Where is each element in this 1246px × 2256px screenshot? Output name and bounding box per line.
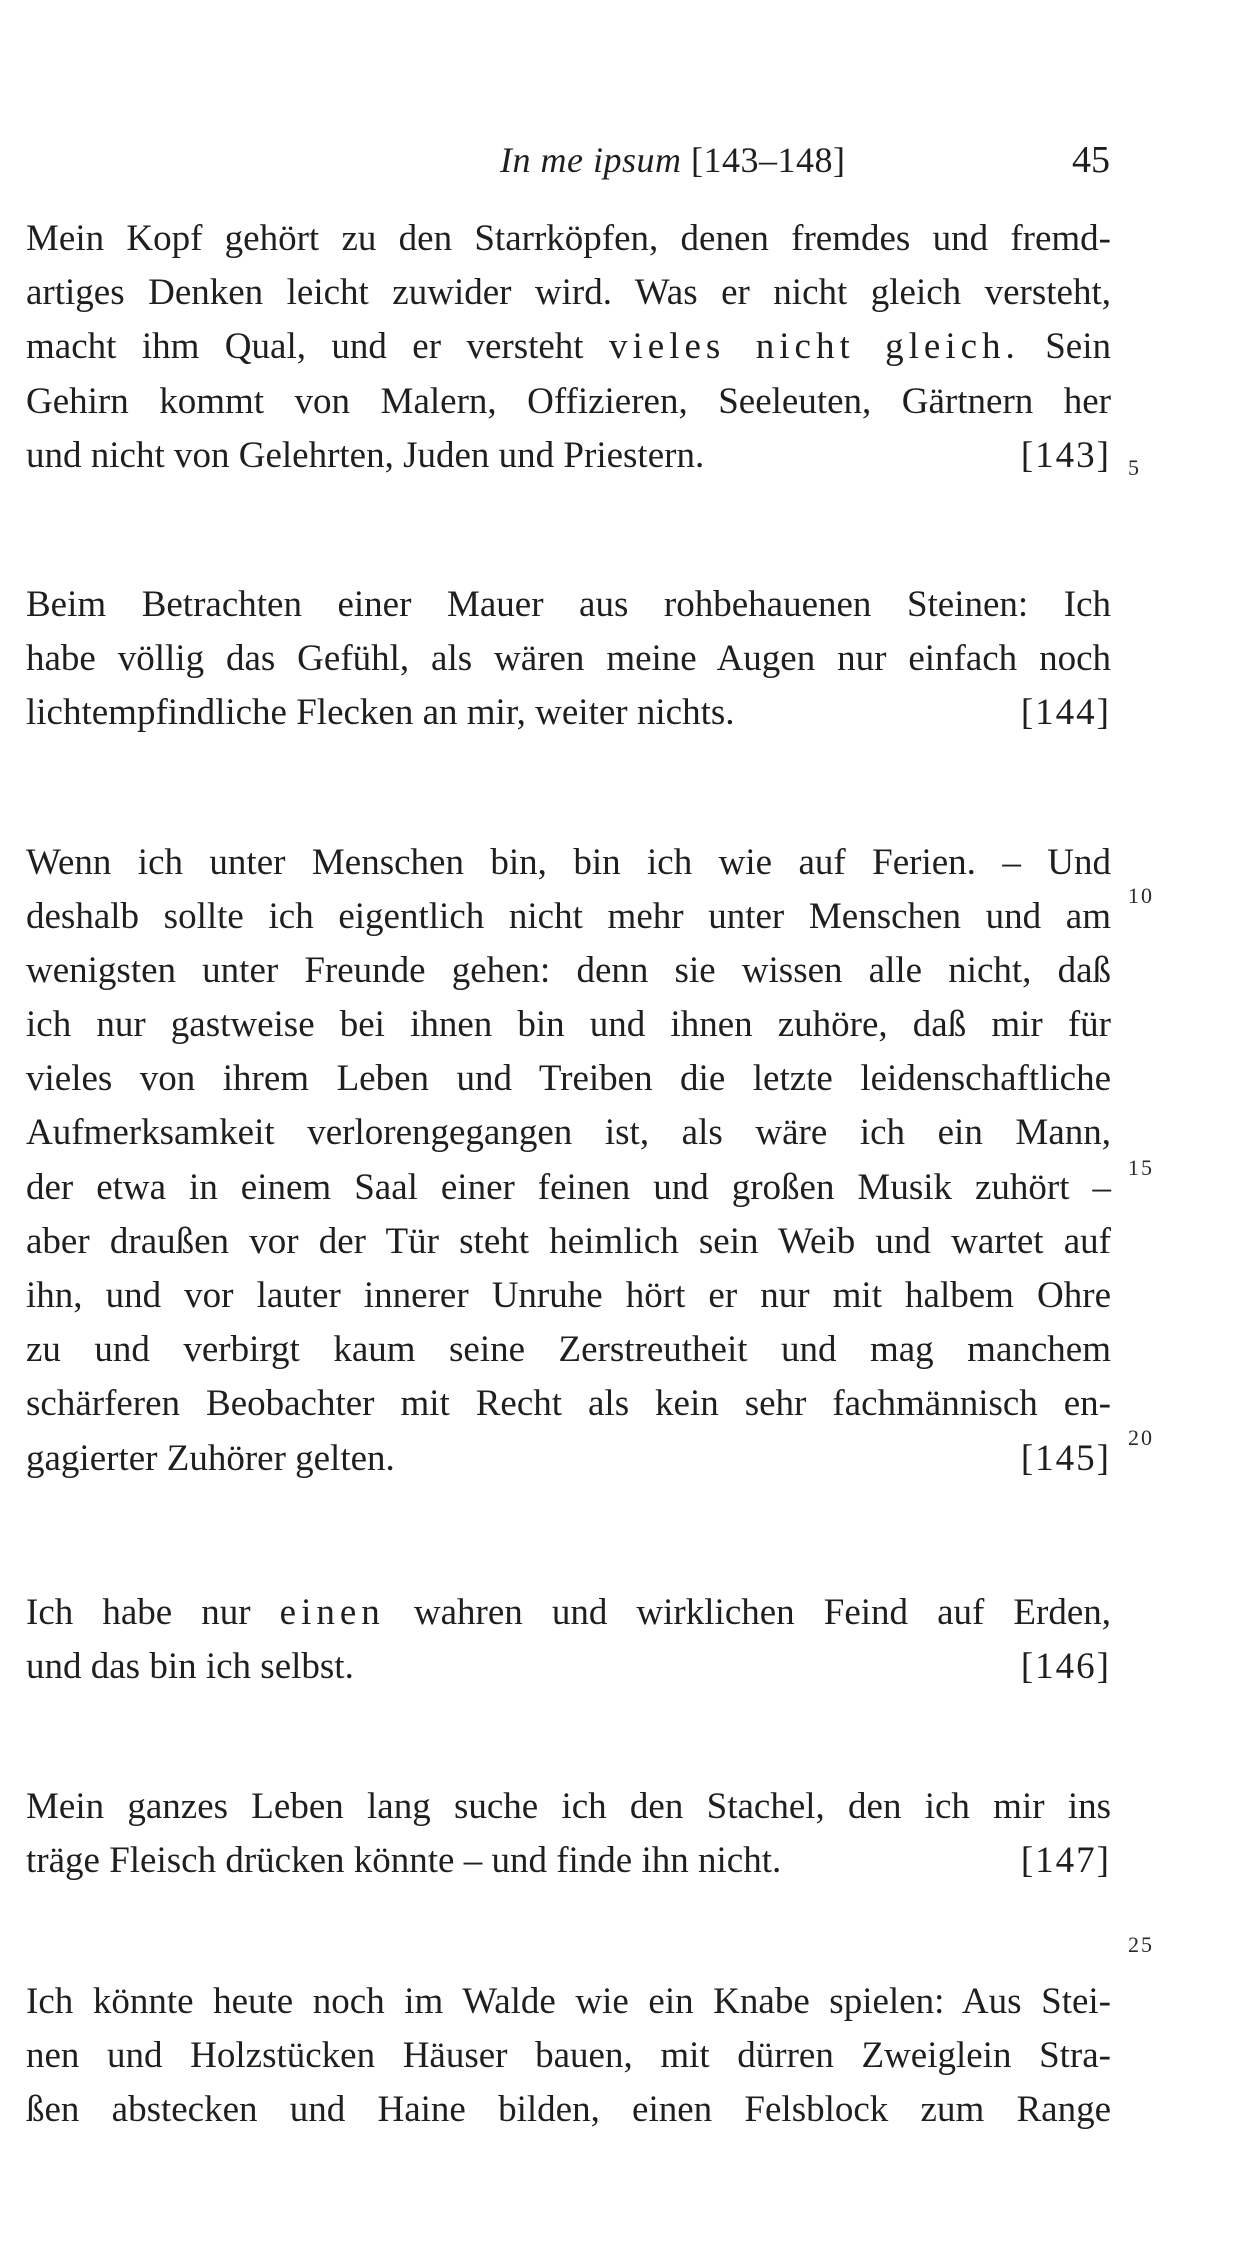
aphorism-143 xyxy=(26,212,1111,483)
text-fragment: gagierter Zuhörer gelten. xyxy=(26,1437,395,1479)
text-line: artiges Denken leicht zuwider wird. Was er nicht gleich versteht, xyxy=(26,272,1111,314)
spaced-emphasis: vieles nicht gleich. xyxy=(609,326,1020,368)
aphorism-147 xyxy=(26,1780,1111,1888)
aphorism-144 xyxy=(26,578,1111,741)
text-line: nen und Holzstücken Häuser bauen, mit dürren Zweiglein Stra- xyxy=(26,2034,1111,2076)
text-line xyxy=(26,1432,1111,1486)
page-number: 45 xyxy=(1072,139,1110,181)
margin-line-number: 20 xyxy=(1128,1425,1154,1450)
aphorism-number: [144] xyxy=(1020,692,1111,734)
aphorism-number: [146] xyxy=(1020,1645,1111,1687)
running-range: [143–148] xyxy=(690,140,846,180)
aphorism-number: [143] xyxy=(1020,434,1111,476)
text-line xyxy=(26,1834,1111,1888)
margin-line-number: 25 xyxy=(1128,1932,1154,1957)
aphorism-number: [147] xyxy=(1020,1840,1111,1882)
text-block xyxy=(26,212,1111,2137)
text-line: vieles von ihrem Leben und Treiben die letzte leidenschaftliche xyxy=(26,1058,1111,1100)
running-title xyxy=(500,139,845,181)
text-line: Ich könnte heute noch im Walde wie ein Knabe spielen: Aus Stei- xyxy=(26,1980,1111,2022)
aphorism-148 xyxy=(26,1975,1111,2138)
text-line: wenigsten unter Freunde gehen: denn sie wissen alle nicht, daß xyxy=(26,949,1111,991)
text-fragment: Sein xyxy=(1045,326,1111,368)
text-line: Gehirn kommt von Malern, Offizieren, Seeleuten, Gärtnern her xyxy=(26,380,1111,422)
text-line xyxy=(26,686,1111,740)
text-fragment: macht ihm Qual, und er versteht xyxy=(26,326,584,368)
text-fragment: Ich habe nur xyxy=(26,1591,251,1633)
text-line: Beim Betrachten einer Mauer aus rohbehauenen Steinen: Ich xyxy=(26,583,1111,625)
aphorism-number: [145] xyxy=(1020,1437,1111,1479)
aphorism-146 xyxy=(26,1586,1111,1694)
text-line: ihn, und vor lauter innerer Unruhe hört er nur mit halbem Ohre xyxy=(26,1275,1111,1316)
text-line xyxy=(26,1640,1111,1694)
text-line xyxy=(26,429,1111,483)
text-line: der etwa in einem Saal einer feinen und großen Musik zuhört – xyxy=(26,1166,1111,1208)
text-line: Wenn ich unter Menschen bin, bin ich wie auf Ferien. – Und xyxy=(26,841,1111,883)
text-line: Mein Kopf gehört zu den Starrköpfen, denen fremdes und fremd- xyxy=(26,218,1111,259)
aphorism-145 xyxy=(26,836,1111,1486)
text-fragment: träge Fleisch drücken könnte – und finde ihn nicht. xyxy=(26,1840,782,1882)
text-line: habe völlig das Gefühl, als wären meine Augen nur einfach noch xyxy=(26,638,1111,680)
text-line: ich nur gastweise bei ihnen bin und ihnen zuhöre, daß mir für xyxy=(26,1004,1111,1046)
text-line: Aufmerksamkeit verlorengegangen ist, als wäre ich ein Mann, xyxy=(26,1112,1111,1154)
margin-line-number: 15 xyxy=(1128,1155,1154,1180)
spaced-emphasis: einen xyxy=(279,1591,385,1633)
text-line xyxy=(26,1586,1111,1640)
text-line: aber draußen vor der Tür steht heimlich sein Weib und wartet auf xyxy=(26,1220,1111,1262)
text-fragment: lichtempfindliche Flecken an mir, weiter nichts. xyxy=(26,692,735,734)
text-line xyxy=(26,320,1111,374)
text-line: zu und verbirgt kaum seine Zerstreutheit und mag manchem xyxy=(26,1329,1111,1371)
text-line: deshalb sollte ich eigentlich nicht mehr unter Menschen und am xyxy=(26,895,1111,937)
running-title-italic: In me ipsum xyxy=(500,140,682,180)
text-line: ßen abstecken und Haine bilden, einen Felsblock zum Range xyxy=(26,2088,1111,2130)
text-line: Mein ganzes Leben lang suche ich den Stachel, den ich mir ins xyxy=(26,1786,1111,1828)
margin-line-number: 10 xyxy=(1128,883,1154,908)
text-fragment: und das bin ich selbst. xyxy=(26,1645,354,1687)
text-fragment: und nicht von Gelehrten, Juden und Priestern. xyxy=(26,434,705,476)
text-fragment: wahren und wirklichen Feind auf Erden, xyxy=(413,1591,1112,1633)
text-line: schärferen Beobachter mit Recht als kein sehr fachmännisch en- xyxy=(26,1383,1111,1425)
margin-line-number: 5 xyxy=(1128,455,1141,480)
running-head xyxy=(500,138,1110,198)
